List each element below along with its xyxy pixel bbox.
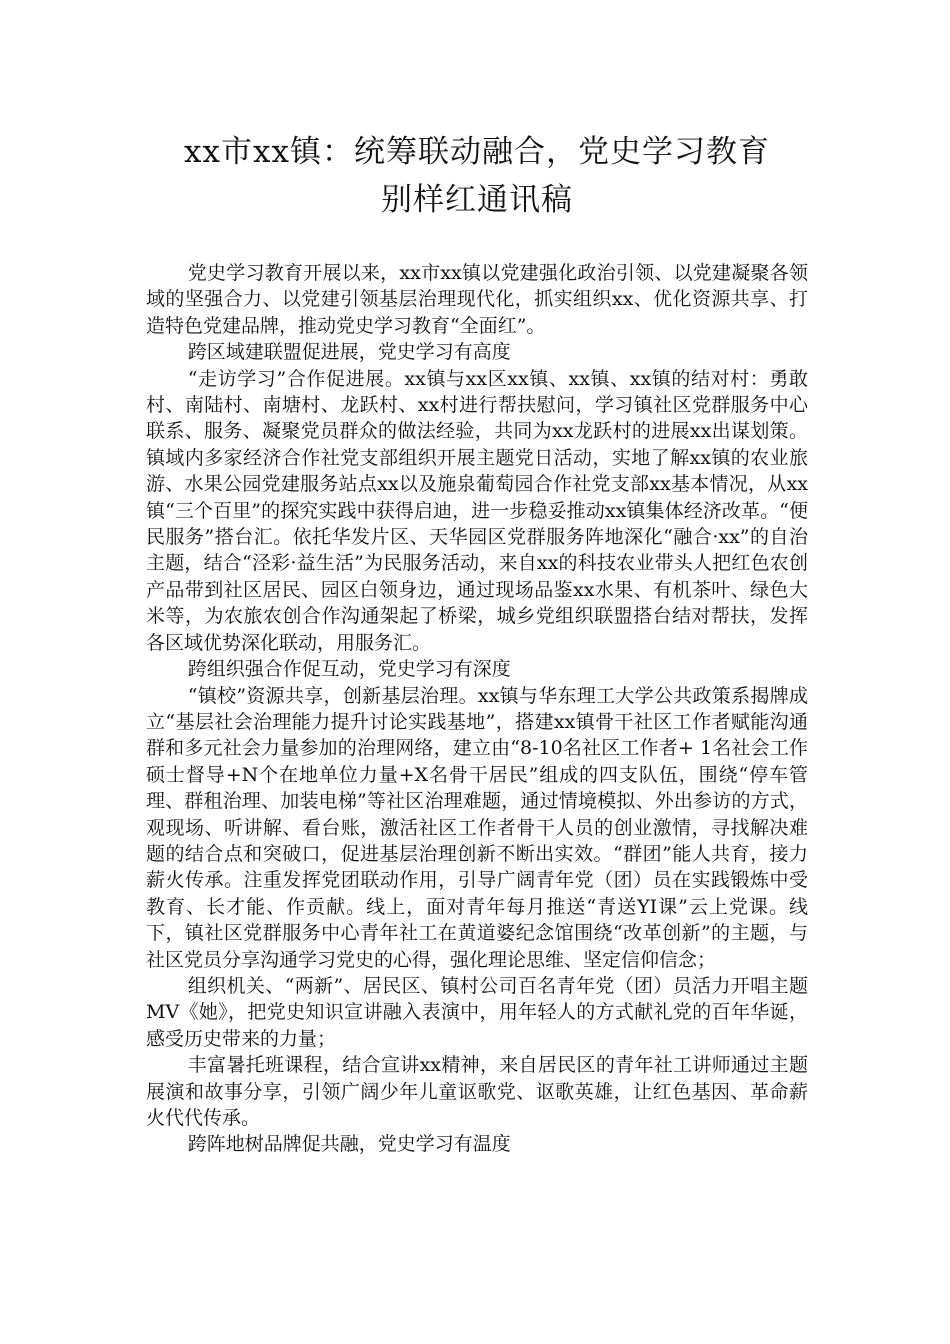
- paragraph-section-2-summer: 丰富暑托班课程，结合宣讲xx精神，来自居民区的青年社工讲师通过主题展演和故事分享，引领广阔少年儿童讴歌党、讴歌英雄，让红色基因、革命薪火代代传承。: [146, 1054, 808, 1129]
- section-heading-3: 跨阵地树品牌促共融，党史学习有温度: [187, 1133, 511, 1156]
- paragraph-section-1: “走访学习”合作促进展。xx镇与xx区xx镇、xx镇、xx镇的结对村：勇敢村、南陆村、南塘村、龙跃村、xx村进行帮扶慰问，学习镇社区党群服务中心联系、服务、凝聚党员群众的做法经验，共同为xx龙跃村的进展xx出谋划策。镇域内多家经济合作社党支部组织开展主题党日活动，实地了解xx镇的农业旅游、水果公园党建服务站点xx以及施泉葡萄园合作社党支部xx基本情况，从xx镇“三个百里”的探究实践中获得启迪，进一步稳妥推动xx镇集体经济改革。“便民服务”搭台汇。依托华发片区、天华园区党群服务阵地深化“融合·xx”的自治主题，结合“泾彩·益生活”为民服务活动，来自xx的科技农业带头人把红色农创产品带到社区居民、园区白领身边，通过现场品鉴xx水果、有机茶叶、绿色大米等，为农旅农创合作沟通架起了桥梁，城乡党组织联盟搭台结对帮扶，发挥各区域优势深化联动，用服务汇。: [146, 367, 808, 654]
- document-page: [146, 128, 808, 1158]
- paragraph-intro: 党史学习教育开展以来，xx市xx镇以党建强化政治引领、以党建凝聚各领域的坚强合力、以党建引领基层治理现代化，抓实组织xx、优化资源共享、打造特色党建品牌，推动党史学习教育“全面红”。: [146, 262, 808, 337]
- section-heading-2: 跨组织强合作促互动，党史学习有深度: [187, 658, 511, 681]
- title-line-1: xx市xx镇：统筹联动融合，党史学习教育: [184, 134, 770, 170]
- section-heading-1: 跨区域建联盟促进展，党史学习有高度: [187, 341, 511, 364]
- paragraph-section-2: “镇校”资源共享，创新基层治理。xx镇与华东理工大学公共政策系揭牌成立“基层社会治理能力提升讨论实践基地”，搭建xx镇骨干社区工作者赋能沟通群和多元社会力量参加的治理网络，建立由“8-10名社区工作者+ 1名社会工作硕士督导+N个在地单位力量+X名骨干居民”组成的四支队伍，围绕“停车管理、群租治理、加装电梯”等社区治理难题，通过情境模拟、外出参访的方式，观现场、听讲解、看台账，激活社区工作者骨干人员的创业激情，寻找解决难题的结合点和突破口，促进基层治理创新不断出实效。“群团”能人共育，接力薪火传承。注重发挥党团联动作用，引导广阔青年党（团）员在实践锻炼中受教育、长才能、作贡献。线上，面对青年每月推送“青送YI课”云上党课。线下，镇社区党群服务中心青年社工在黄道婆纪念馆围绕“改革创新”的主题，与社区党员分享沟通学习党史的心得，强化理论思维、坚定信仰信念；: [146, 684, 808, 971]
- document-title: [146, 128, 808, 224]
- paragraph-section-2-mv: 组织机关、“两新”、居民区、镇村公司百名青年党（团）员活力开唱主题MV《她》，把党史知识宣讲融入表演中，用年轻人的方式献礼党的百年华诞，感受历史带来的力量；: [146, 974, 808, 1050]
- title-line-2: 别样红通讯稿: [381, 182, 573, 218]
